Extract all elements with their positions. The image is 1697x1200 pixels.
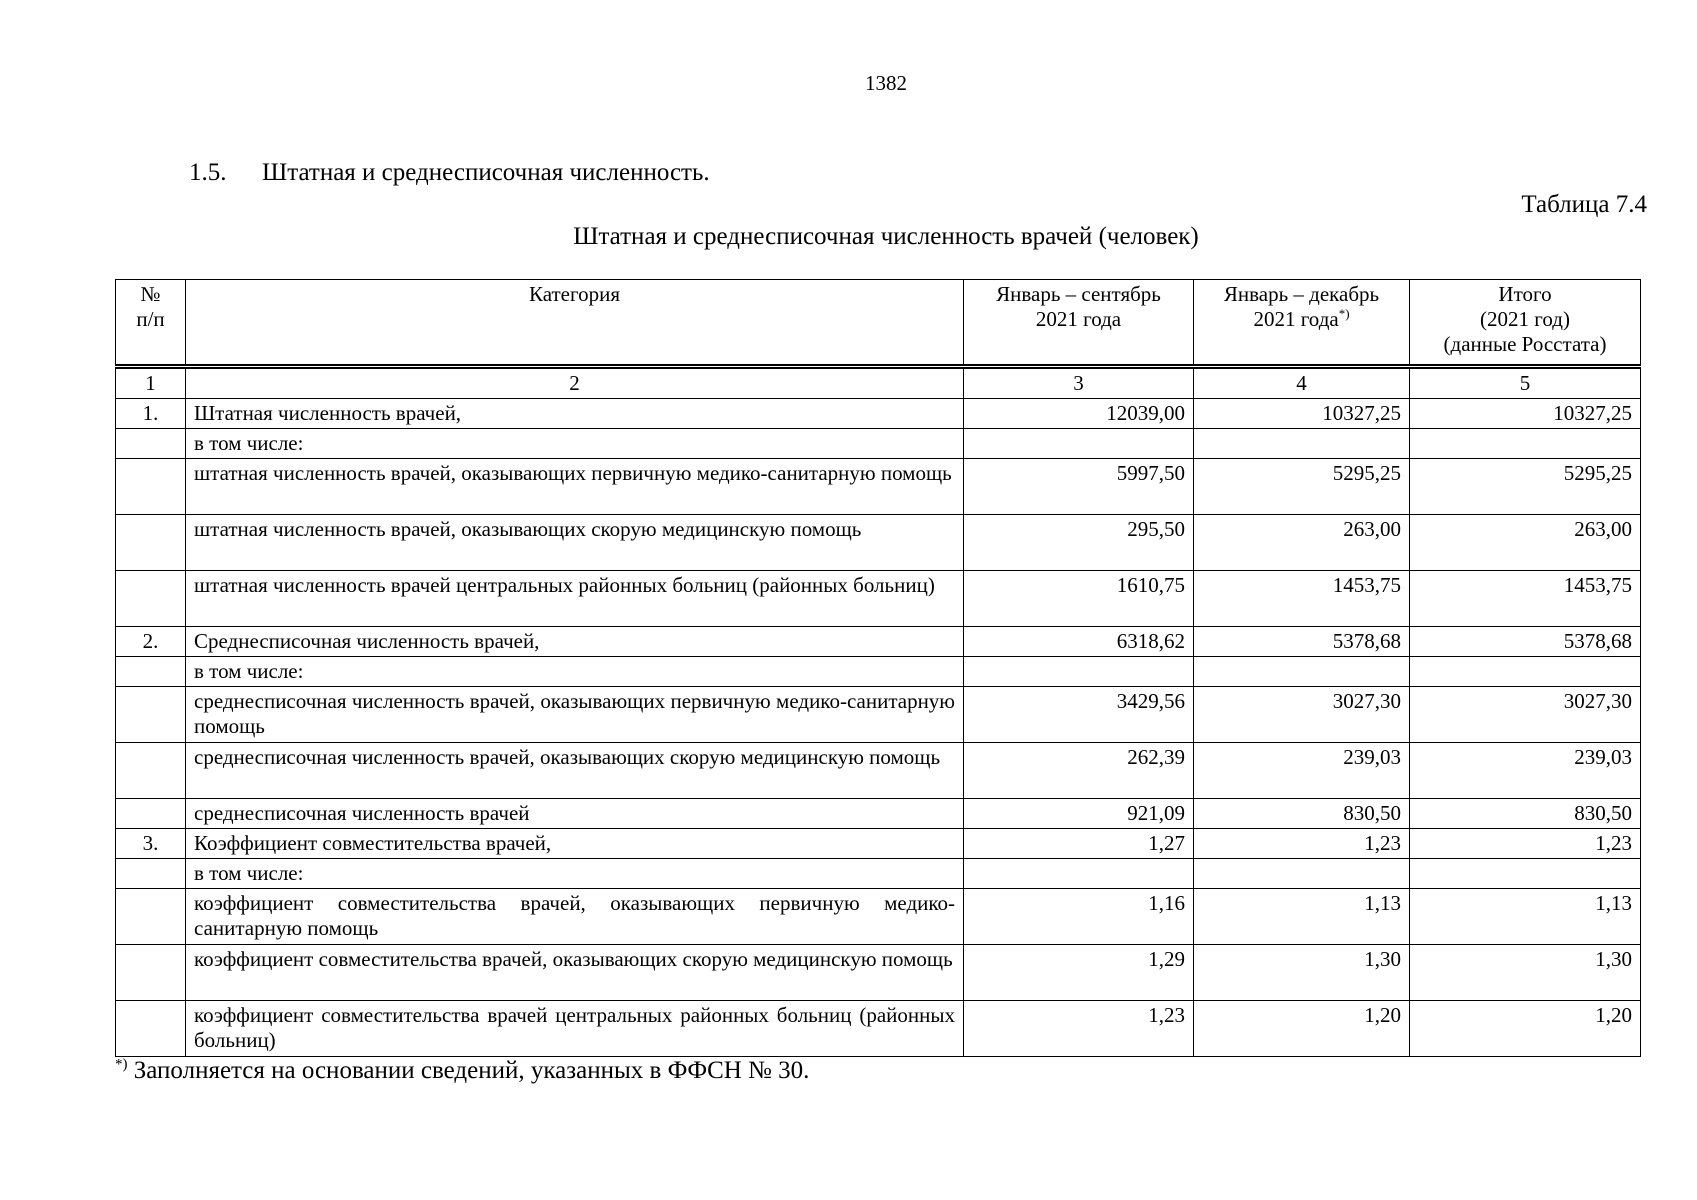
row-value-jan-dec: 1,30: [1194, 945, 1410, 1001]
row-value-jan-sep: 1610,75: [964, 571, 1194, 627]
row-value-jan-dec: 1,13: [1194, 889, 1410, 945]
row-value-jan-dec: [1194, 657, 1410, 687]
row-value-jan-sep: 921,09: [964, 799, 1194, 829]
row-number: [116, 1001, 186, 1057]
table-body: [116, 399, 1641, 1057]
table-row: [116, 687, 1641, 743]
row-value-total: 1,13: [1410, 889, 1641, 945]
row-value-jan-dec: 5295,25: [1194, 459, 1410, 515]
row-value-total: 1,20: [1410, 1001, 1641, 1057]
row-value-jan-sep: 12039,00: [964, 399, 1194, 429]
table-row: [116, 627, 1641, 657]
row-number: 1.: [116, 399, 186, 429]
table-title: Штатная и среднесписочная численность врачей (человек): [573, 223, 1199, 250]
row-value-total: [1410, 859, 1641, 889]
row-category: штатная численность врачей центральных районных больниц (районных больниц): [186, 571, 964, 627]
header-number: № п/п: [116, 280, 186, 367]
table-row: [116, 571, 1641, 627]
column-number: 4: [1194, 367, 1410, 399]
row-category: коэффициент совместительства врачей, оказывающих первичную медико-санитарную помощь: [186, 889, 964, 945]
row-value-total: 10327,25: [1410, 399, 1641, 429]
row-value-jan-sep: 295,50: [964, 515, 1194, 571]
header-total: Итого (2021 год) (данные Росстата): [1410, 280, 1641, 367]
row-value-jan-dec: 239,03: [1194, 743, 1410, 799]
row-value-jan-sep: 1,16: [964, 889, 1194, 945]
row-category: штатная численность врачей, оказывающих скорую медицинскую помощь: [186, 515, 964, 571]
row-number: [116, 687, 186, 743]
row-value-total: 1,30: [1410, 945, 1641, 1001]
row-number: [116, 799, 186, 829]
table-row: [116, 1001, 1641, 1057]
row-category: в том числе:: [186, 657, 964, 687]
row-category: среднесписочная численность врачей, оказывающих скорую медицинскую помощь: [186, 743, 964, 799]
row-category: среднесписочная численность врачей, оказывающих первичную медико-санитарную помощь: [186, 687, 964, 743]
row-value-jan-sep: 5997,50: [964, 459, 1194, 515]
page-number: 1382: [865, 71, 907, 95]
footnote-mark: *): [115, 1056, 128, 1073]
row-value-jan-dec: [1194, 859, 1410, 889]
table-header-row: [116, 280, 1641, 367]
row-category: коэффициент совместительства врачей центральных районных больниц (районных больниц): [186, 1001, 964, 1057]
row-value-jan-dec: 5378,68: [1194, 627, 1410, 657]
row-value-jan-sep: 3429,56: [964, 687, 1194, 743]
row-number: 2.: [116, 627, 186, 657]
section-number: 1.5.: [189, 159, 227, 186]
table-row: [116, 399, 1641, 429]
row-value-total: 3027,30: [1410, 687, 1641, 743]
header-category: Категория: [186, 280, 964, 367]
column-number: 2: [186, 367, 964, 399]
section-title: Штатная и среднесписочная численность.: [262, 159, 710, 186]
row-number: [116, 459, 186, 515]
table-row: [116, 743, 1641, 799]
row-value-jan-sep: 6318,62: [964, 627, 1194, 657]
row-category: Коэффициент совместительства врачей,: [186, 829, 964, 859]
header-jan-dec: Январь – декабрь 2021 года*): [1194, 280, 1410, 367]
row-number: [116, 571, 186, 627]
row-value-total: [1410, 429, 1641, 459]
row-value-jan-sep: 1,23: [964, 1001, 1194, 1057]
row-value-total: 830,50: [1410, 799, 1641, 829]
row-number: [116, 429, 186, 459]
row-number: [116, 859, 186, 889]
column-number: 5: [1410, 367, 1641, 399]
row-number: [116, 515, 186, 571]
footnote: [115, 1057, 809, 1085]
table-row: [116, 657, 1641, 687]
row-value-total: 239,03: [1410, 743, 1641, 799]
row-value-total: 5378,68: [1410, 627, 1641, 657]
row-value-jan-sep: 262,39: [964, 743, 1194, 799]
row-category: среднесписочная численность врачей: [186, 799, 964, 829]
row-category: в том числе:: [186, 859, 964, 889]
row-category: штатная численность врачей, оказывающих первичную медико-санитарную помощь: [186, 459, 964, 515]
row-value-jan-dec: 830,50: [1194, 799, 1410, 829]
row-value-jan-dec: 10327,25: [1194, 399, 1410, 429]
column-number: 1: [116, 367, 186, 399]
row-number: 3.: [116, 829, 186, 859]
table-row: [116, 889, 1641, 945]
row-value-total: 5295,25: [1410, 459, 1641, 515]
row-category: Штатная численность врачей,: [186, 399, 964, 429]
row-category: в том числе:: [186, 429, 964, 459]
row-number: [116, 945, 186, 1001]
column-number-row: [116, 367, 1641, 399]
footnote-mark: *): [1338, 306, 1350, 321]
row-value-jan-sep: 1,27: [964, 829, 1194, 859]
table-row: [116, 859, 1641, 889]
staffing-table: [115, 279, 1641, 1057]
row-category: Среднесписочная численность врачей,: [186, 627, 964, 657]
table-row: [116, 515, 1641, 571]
row-number: [116, 657, 186, 687]
row-value-jan-dec: 1,20: [1194, 1001, 1410, 1057]
row-value-total: 263,00: [1410, 515, 1641, 571]
table-row: [116, 945, 1641, 1001]
table-row: [116, 829, 1641, 859]
row-category: коэффициент совместительства врачей, оказывающих скорую медицинскую помощь: [186, 945, 964, 1001]
row-value-jan-dec: 3027,30: [1194, 687, 1410, 743]
table-row: [116, 799, 1641, 829]
row-value-jan-dec: 263,00: [1194, 515, 1410, 571]
row-value-jan-dec: 1453,75: [1194, 571, 1410, 627]
row-value-total: 1453,75: [1410, 571, 1641, 627]
row-value-jan-dec: 1,23: [1194, 829, 1410, 859]
row-value-jan-sep: [964, 429, 1194, 459]
row-value-total: [1410, 657, 1641, 687]
table-label: Таблица 7.4: [1521, 191, 1647, 218]
row-number: [116, 889, 186, 945]
header-jan-sep: Январь – сентябрь 2021 года: [964, 280, 1194, 367]
row-value-jan-sep: 1,29: [964, 945, 1194, 1001]
table-row: [116, 429, 1641, 459]
row-number: [116, 743, 186, 799]
row-value-jan-sep: [964, 859, 1194, 889]
row-value-jan-dec: [1194, 429, 1410, 459]
column-number: 3: [964, 367, 1194, 399]
footnote-text: Заполняется на основании сведений, указанных в ФФСН № 30.: [127, 1057, 810, 1084]
section-heading: [189, 159, 710, 187]
table-row: [116, 459, 1641, 515]
row-value-total: 1,23: [1410, 829, 1641, 859]
row-value-jan-sep: [964, 657, 1194, 687]
